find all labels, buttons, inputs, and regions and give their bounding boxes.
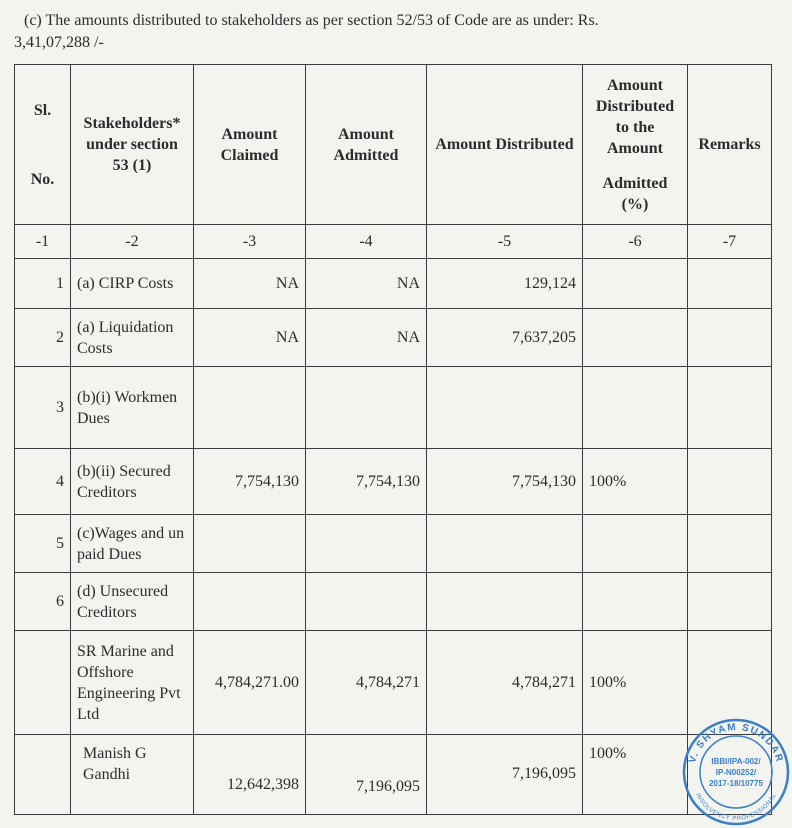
stakeholder-cell: SR Marine and Offshore Engineering Pvt Ltd <box>71 631 194 735</box>
remarks-cell <box>688 515 772 573</box>
claimed-cell: NA <box>194 259 306 309</box>
index-cell: -3 <box>194 225 306 259</box>
header-amount-admitted: Amount Admitted <box>306 65 427 225</box>
table-row <box>15 449 772 515</box>
admitted-cell: NA <box>306 309 427 367</box>
sl-cell: 5 <box>15 515 71 573</box>
header-remarks: Remarks <box>688 65 772 225</box>
percent-cell <box>583 573 688 631</box>
table-row <box>15 367 772 449</box>
distributed-cell: 129,124 <box>427 259 583 309</box>
sl-cell: 2 <box>15 309 71 367</box>
percent-cell <box>583 309 688 367</box>
remarks-cell <box>688 367 772 449</box>
index-cell: -7 <box>688 225 772 259</box>
claimed-cell: 4,784,271.00 <box>194 631 306 735</box>
seal-footer: INSOLVENCY PROFESSIONAL <box>694 792 778 823</box>
table-row <box>15 573 772 631</box>
column-index-row <box>15 225 772 259</box>
distributed-cell: 4,784,271 <box>427 631 583 735</box>
index-cell: -4 <box>306 225 427 259</box>
percent-cell: 100% <box>583 631 688 735</box>
stakeholder-cell: (b)(i) Workmen Dues <box>71 367 194 449</box>
index-cell: -1 <box>15 225 71 259</box>
percent-cell <box>583 515 688 573</box>
header-percent-distributed <box>583 65 688 225</box>
percent-cell <box>583 259 688 309</box>
admitted-cell: 4,784,271 <box>306 631 427 735</box>
header-row <box>15 65 772 225</box>
header-pct-bottom: Admitted (%) <box>602 174 668 213</box>
header-sl-bottom: No. <box>30 170 55 188</box>
remarks-cell <box>688 449 772 515</box>
sl-cell: 6 <box>15 573 71 631</box>
admitted-cell <box>306 573 427 631</box>
stakeholder-cell: (b)(ii) Secured Creditors <box>71 449 194 515</box>
claimed-cell <box>194 573 306 631</box>
percent-cell <box>583 367 688 449</box>
distributed-cell: 7,754,130 <box>427 449 583 515</box>
sl-cell: 1 <box>15 259 71 309</box>
sl-cell <box>15 735 71 815</box>
seal-reg-1: IBBI/IPA-002/ <box>711 757 761 766</box>
seal-reg-2: IP-N00252/ <box>715 768 757 777</box>
remarks-cell <box>688 573 772 631</box>
index-cell: -2 <box>71 225 194 259</box>
intro-paragraph <box>14 10 764 54</box>
remarks-cell <box>688 259 772 309</box>
remarks-cell <box>688 309 772 367</box>
sl-cell <box>15 631 71 735</box>
stakeholder-cell: (d) Unsecured Creditors <box>71 573 194 631</box>
admitted-cell: 7,196,095 <box>306 735 427 815</box>
claimed-cell <box>194 515 306 573</box>
admitted-cell: NA <box>306 259 427 309</box>
sl-cell: 4 <box>15 449 71 515</box>
header-sl-no <box>15 65 71 225</box>
index-cell: -6 <box>583 225 688 259</box>
table-row <box>15 309 772 367</box>
distributed-cell: 7,637,205 <box>427 309 583 367</box>
index-cell: -5 <box>427 225 583 259</box>
header-sl-top: Sl. <box>33 101 52 119</box>
claimed-cell: 12,642,398 <box>194 735 306 815</box>
table-row <box>15 631 772 735</box>
intro-line-2: 3,41,07,288 /- <box>14 34 104 51</box>
remarks-cell <box>688 631 772 735</box>
stakeholder-cell: (a) Liquidation Costs <box>71 309 194 367</box>
distributed-cell <box>427 515 583 573</box>
claimed-cell: NA <box>194 309 306 367</box>
stakeholder-cell: (a) CIRP Costs <box>71 259 194 309</box>
distributed-cell <box>427 367 583 449</box>
header-pct-top: Amount Distributed to the Amount <box>595 76 675 157</box>
percent-cell: 100% <box>583 449 688 515</box>
seal-name: V. SHYAM SUNDAR <box>687 721 785 765</box>
remarks-cell <box>688 735 772 815</box>
header-amount-distributed: Amount Distributed <box>427 65 583 225</box>
admitted-cell: 7,754,130 <box>306 449 427 515</box>
table-row <box>15 515 772 573</box>
admitted-cell <box>306 515 427 573</box>
stakeholder-cell: (c)Wages and un paid Dues <box>71 515 194 573</box>
percent-cell: 100% <box>583 735 688 815</box>
distributed-cell <box>427 573 583 631</box>
distribution-table <box>14 64 772 815</box>
table-row <box>15 735 772 815</box>
table-row <box>15 259 772 309</box>
header-stakeholders: Stakeholders* under section 53 (1) <box>71 65 194 225</box>
sl-cell: 3 <box>15 367 71 449</box>
header-amount-claimed: Amount Claimed <box>194 65 306 225</box>
stakeholder-cell: Manish G Gandhi <box>71 735 194 815</box>
seal-reg-3: 2017-18/10775 <box>709 779 763 788</box>
intro-line-1: (c) The amounts distributed to stakeholders as per section 52/53 of Code are as under: Rs. <box>24 12 599 29</box>
distributed-cell: 7,196,095 <box>427 735 583 815</box>
claimed-cell: 7,754,130 <box>194 449 306 515</box>
claimed-cell <box>194 367 306 449</box>
admitted-cell <box>306 367 427 449</box>
